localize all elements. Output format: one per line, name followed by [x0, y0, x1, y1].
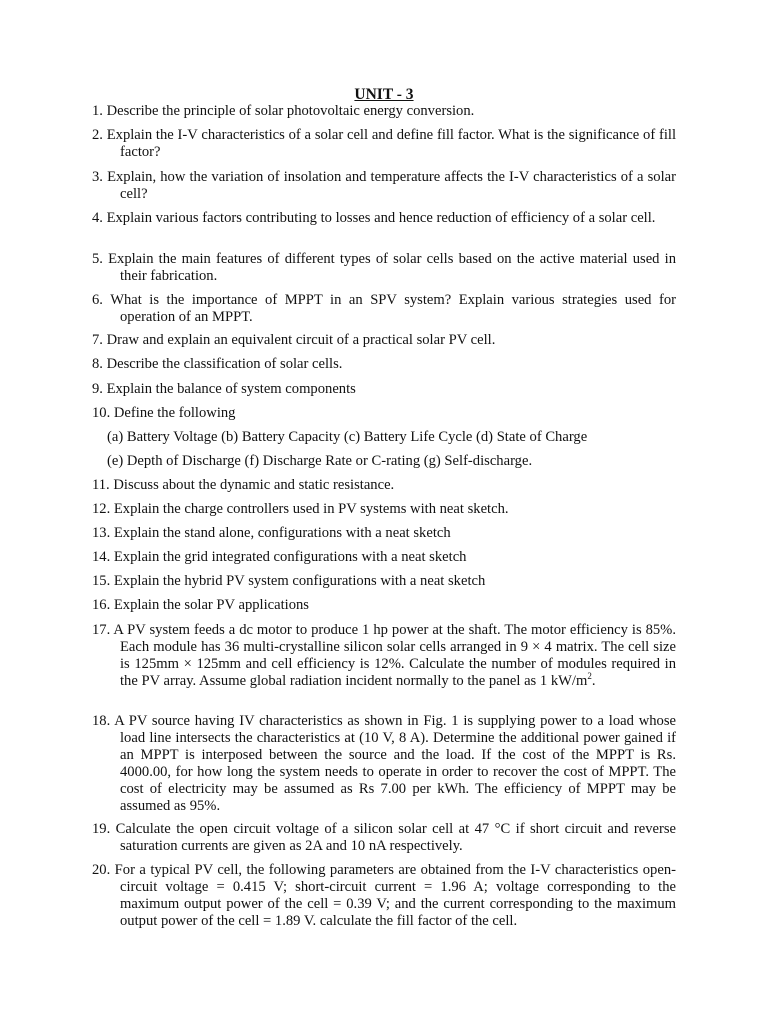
question-6: 6. What is the importance of MPPT in an SPV system? Explain various strategies used for operation of an MPPT.: [92, 292, 676, 325]
question-19: 19. Calculate the open circuit voltage of a silicon solar cell at 47 °C if short circuit and reverse saturation currents are given as 2A and 10 nA respectively.: [92, 821, 676, 854]
question-4: 4. Explain various factors contributing to losses and hence reduction of efficiency of a solar cell.: [92, 210, 656, 226]
question-8: 8. Describe the classification of solar cells.: [92, 356, 343, 372]
question-17-text: 17. A PV system feeds a dc motor to produce 1 hp power at the shaft. The motor efficiency is 85%. Each module has 36 multi-crystalline silicon solar cells arranged in 9 × 4 matrix. The cell size is 125mm × 125mm and cell efficiency is 12%. Calculate the number of modules required in the PV array. Assume global radiation incident normally to the panel as 1 kW/m: [92, 622, 676, 689]
question-5: 5. Explain the main features of different types of solar cells based on the active material used in their fabrication.: [92, 251, 676, 284]
question-16: 16. Explain the solar PV applications: [92, 597, 309, 613]
question-15: 15. Explain the hybrid PV system configurations with a neat sketch: [92, 573, 486, 589]
question-7: 7. Draw and explain an equivalent circuit of a practical solar PV cell.: [92, 332, 496, 348]
question-20: 20. For a typical PV cell, the following parameters are obtained from the I-V characteristics open- circuit voltage = 0.415 V; short-circuit current = 1.96 A; voltage corresponding to the maximum output power of the cell = 0.39 V; and the current corresponding to the maximum output power of the cell = 1.89 V. calculate the fill factor of the cell.: [92, 862, 676, 929]
question-12: 12. Explain the charge controllers used in PV systems with neat sketch.: [92, 501, 509, 517]
question-17: [92, 622, 676, 690]
question-17-tail: .: [591, 673, 596, 689]
question-2: 2. Explain the I-V characteristics of a solar cell and define fill factor. What is the significance of fill factor?: [92, 127, 676, 160]
question-3: 3. Explain, how the variation of insolation and temperature affects the I-V characteristics of a solar cell?: [92, 169, 676, 202]
question-10: 10. Define the following: [92, 405, 236, 421]
page-title: UNIT - 3: [354, 86, 414, 103]
question-10-items-a-d: (a) Battery Voltage (b) Battery Capacity (c) Battery Life Cycle (d) State of Charge: [107, 429, 588, 445]
superscript: 2: [587, 671, 592, 682]
question-18: 18. A PV source having IV characteristics as shown in Fig. 1 is supplying power to a load whose load line intersects the characteristics at (10 V, 8 A). Determine the additional power gained if an MPPT is interposed between the source and the load. If the cost of the MPPT is Rs. 4000.00, for how long the system needs to operate in order to recover the cost of MPPT. The cost of electricity may be assumed as Rs 7.00 per kWh. The efficiency of MPPT may be assumed as 95%.: [92, 713, 676, 814]
question-13: 13. Explain the stand alone, configurations with a neat sketch: [92, 525, 451, 541]
question-10-items-e-g: (e) Depth of Discharge (f) Discharge Rate or C-rating (g) Self-discharge.: [107, 453, 533, 469]
question-14: 14. Explain the grid integrated configurations with a neat sketch: [92, 549, 467, 565]
question-11: 11. Discuss about the dynamic and static resistance.: [92, 477, 395, 493]
question-1: 1. Describe the principle of solar photovoltaic energy conversion.: [92, 103, 475, 119]
question-9: 9. Explain the balance of system components: [92, 381, 356, 397]
